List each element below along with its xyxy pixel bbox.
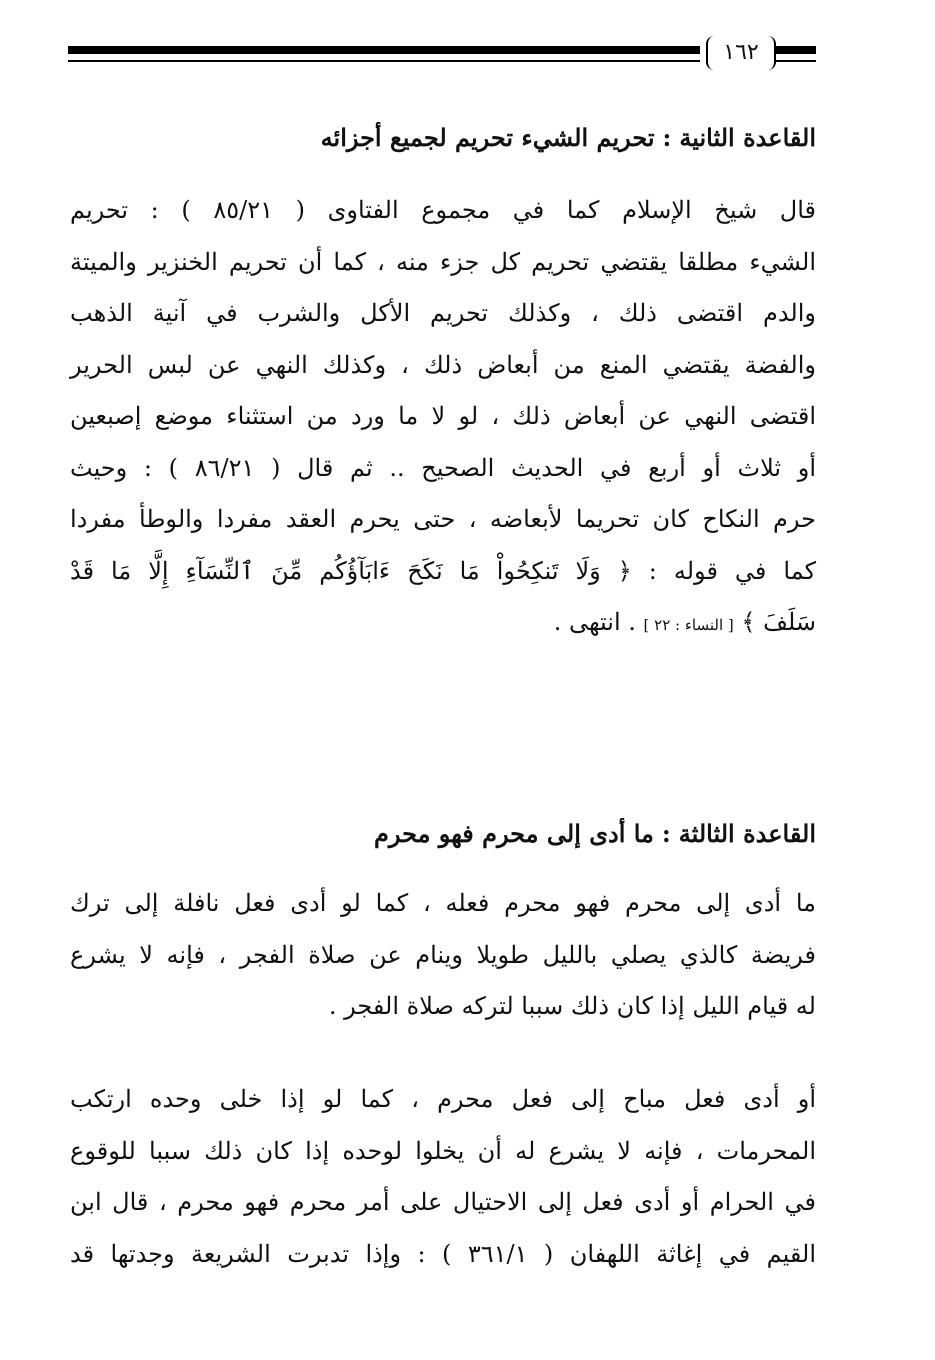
section2-heading-sep: : — [662, 123, 672, 152]
page-header — [68, 40, 816, 70]
header-rule-right-thin — [776, 60, 816, 62]
text-line: في الحرام أو أدى فعل إلى الاحتيال على أمر محرم فهو محرم ، قال ابن — [70, 1188, 816, 1216]
section3-paragraph-2 — [70, 1074, 816, 1280]
section3-heading — [70, 814, 816, 854]
text-line: فريضة كالذي يصلي بالليل طويلا وينام عن صلاة الفجر ، فإنه لا يشرع — [70, 940, 816, 969]
text-line-last — [70, 597, 816, 652]
header-rule-right-thick — [776, 46, 816, 54]
page-number: ١٦٢ — [706, 36, 776, 70]
section2-topic: تحريم الشيء تحريم لجميع أجزائه — [320, 123, 655, 152]
text-line: أو أدى فعل مباح إلى فعل محرم ، كما لو إذا خلى وحده ارتكب — [70, 1085, 816, 1113]
section3-rule-title: القاعدة الثالثة — [678, 819, 816, 848]
section2-end: . انتهى . — [553, 608, 636, 636]
section3-topic: ما أدى إلى محرم فهو محرم — [373, 819, 654, 848]
header-rule-thin — [68, 60, 700, 62]
section2-rule-title: القاعدة الثانية — [679, 123, 816, 152]
section2-heading — [70, 118, 816, 158]
text-line: الشيء مطلقا يقتضي تحريم كل جزء منه ، كما أن تحريم الخنزير والميتة — [70, 247, 816, 276]
text-line: المحرمات ، فإنه لا يشرع له أن يخلوا لوحده إذا كان ذلك سببا للوقوع — [70, 1136, 816, 1165]
text-line: اقتضى النهي عن أبعاض ذلك ، لو لا ما ورد من استثناء موضع إصبعين — [70, 402, 816, 430]
text-line: القيم في إغاثة اللهفان ( ٣٦١/١ ) : وإذا تدبرت الشريعة وجدتها قد — [70, 1239, 816, 1268]
section3-paragraph-1 — [70, 878, 816, 1033]
quran-verse-line: كما في قوله : ﴿ وَلَا تَنكِحُواْ مَا نَكَحَ ءَابَآؤُكُم مِّنَ ٱلنِّسَآءِ إِلَّا مَا قَدْ — [70, 556, 816, 585]
section2-paragraph — [70, 185, 816, 652]
text-line: حرم النكاح كان تحريما لأبعاضه ، حتى يحرم العقد مفردا والوطأ مفردا — [70, 505, 816, 533]
section3-heading-sep: : — [661, 819, 671, 848]
text-line: ما أدى إلى محرم فهو محرم فعله ، كما لو أدى فعل نافلة إلى ترك — [70, 889, 816, 917]
text-line: قال شيخ الإسلام كما في مجموع الفتاوى ( ٨٥/٢١ ) : تحريم — [70, 196, 817, 224]
verse-citation: [ النساء : ٢٢ ] — [643, 616, 734, 634]
text-line: والفضة يقتضي المنع من أبعاض ذلك ، وكذلك النهي عن لبس الحرير — [70, 350, 816, 379]
text-line-last: له قيام الليل إذا كان ذلك سببا لتركه صلاة الفجر . — [328, 992, 816, 1020]
text-line: والدم اقتضى ذلك ، وكذلك تحريم الأكل والشرب في آنية الذهب — [70, 299, 816, 327]
quran-verse-end: سَلَفَ ﴾ — [741, 608, 816, 636]
header-rule-thick — [68, 46, 700, 54]
text-line: أو ثلاث أو أربع في الحديث الصحيح .. ثم قال ( ٨٦/٢١ ) : وحيث — [70, 453, 817, 482]
